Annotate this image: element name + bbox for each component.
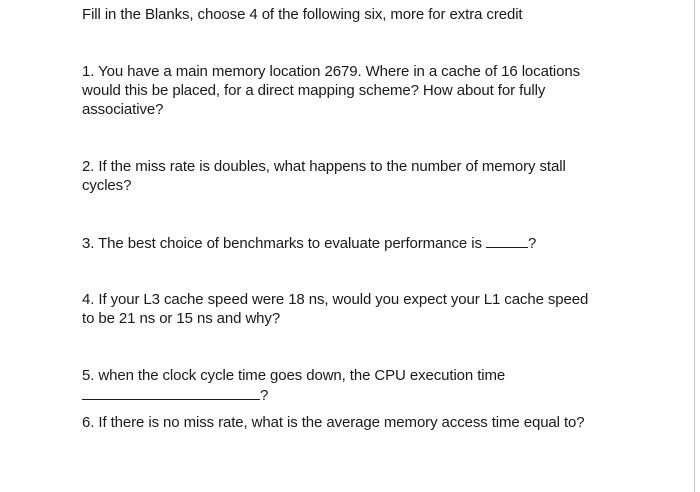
- page-edge-divider: [694, 0, 695, 492]
- question-5-line-1: 5. when the clock cycle time goes down, the CPU execution time: [82, 367, 506, 384]
- question-4-line-1: 4. If your L3 cache speed were 18 ns, would you expect your L1 cache speed: [82, 291, 589, 308]
- question-3: [82, 233, 536, 253]
- question-1-line-1: 1. You have a main memory location 2679. Where in a cache of 16 locations: [82, 63, 581, 80]
- question-3-text: 3. The best choice of benchmarks to evaluate performance is: [82, 235, 486, 252]
- question-2-line-2: cycles?: [82, 177, 132, 194]
- question-6: 6. If there is no miss rate, what is the average memory access time equal to?: [82, 414, 585, 431]
- question-1-line-2: would this be placed, for a direct mapping scheme? How about for fully: [82, 82, 546, 99]
- question-5-line-2: [82, 385, 268, 405]
- instructions-heading: Fill in the Blanks, choose 4 of the following six, more for extra credit: [82, 6, 523, 23]
- question-2-line-1: 2. If the miss rate is doubles, what happens to the number of memory stall: [82, 158, 566, 175]
- question-5-suffix: ?: [260, 387, 269, 404]
- question-3-answer-blank[interactable]: [486, 233, 528, 248]
- question-4-line-2: to be 21 ns or 15 ns and why?: [82, 310, 281, 327]
- question-1-line-3: associative?: [82, 101, 164, 118]
- question-5-answer-blank[interactable]: [82, 385, 260, 400]
- question-3-suffix: ?: [527, 235, 537, 252]
